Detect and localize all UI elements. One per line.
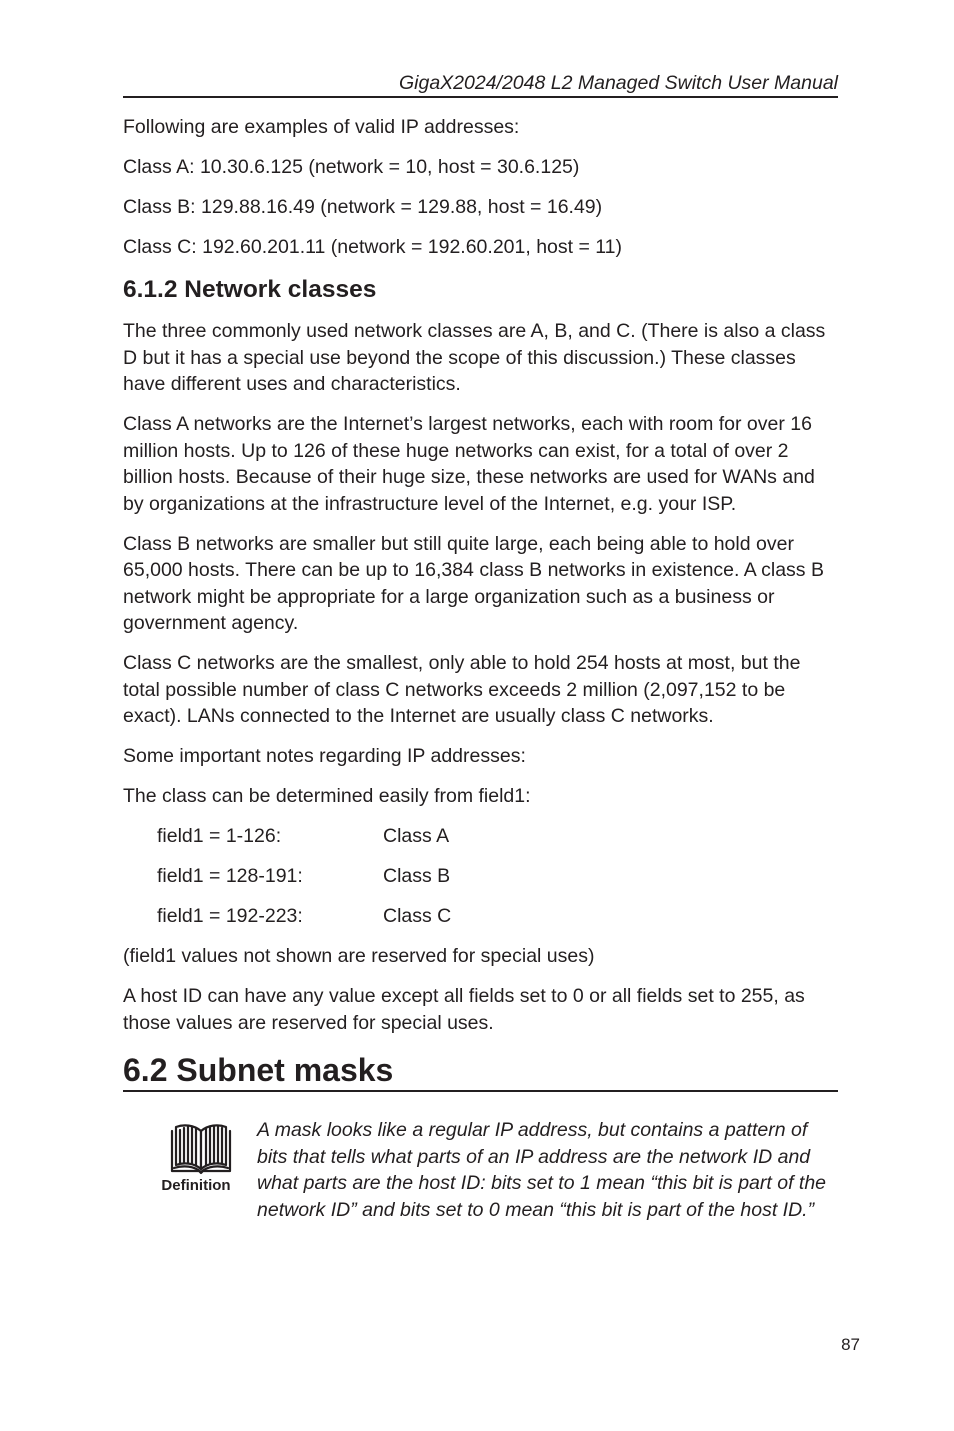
paragraph-class-c: Class C networks are the smallest, only able to hold 254 hosts at most, but the total possible number of class C networks exceeds 2 million (2,097,152 to be exact). LANs connected to the Internet are usually class C networks. [123,652,801,727]
class-value: Class B [383,865,451,887]
running-header: GigaX2024/2048 L2 Managed Switch User Manual [123,71,838,98]
paragraph-class-b: Class B networks are smaller but still quite large, each being able to hold over 65,000 hosts. There can be up to 16,384 class B networks in existence. A class B network might be appropriate for a large organization such as a business or government agency. [123,532,824,634]
field1-range: field1 = 128-191: [157,865,303,887]
open-book-icon [170,1119,232,1175]
example-class-a: Class A: 10.30.6.125 (network = 10, host = 30.6.125) [123,156,580,178]
paragraph-overview: The three commonly used network classes are A, B, and C. (There is also a class D but it has a special use beyond the scope of this discussion.) These classes have different uses and characteristics. [123,320,826,395]
example-class-c: Class C: 192.60.201.11 (network = 192.60.201, host = 11) [123,236,623,258]
field1-range: field1 = 192-223: [157,905,303,927]
reserved-note: (field1 values not shown are reserved for special uses) [123,945,595,967]
host-id-paragraph: A host ID can have any value except all fields set to 0 or all fields set to 255, as those values are reserved for special uses. [123,985,805,1034]
intro-lead: Following are examples of valid IP addresses: [123,116,520,138]
class-value: Class C [383,905,452,927]
class-table-row [123,823,838,850]
network-classes-heading: 6.1.2 Network classes [123,276,377,303]
definition-box [123,1117,838,1223]
class-table-row [123,903,838,930]
page-number: 87 [841,1335,860,1354]
paragraph-notes-intro: Some important notes regarding IP addresses: [123,745,526,767]
definition-text: A mask looks like a regular IP address, but contains a pattern of bits that tells what parts of an IP address are the network ID and what parts are the host ID: bits set to 1 mean “this bit is part of the network ID” and bits set to 0 mean “this bit is part of the host ID.” [257,1119,827,1221]
paragraph-class-a: Class A networks are the Internet’s largest networks, each with room for over 16 million hosts. Up to 126 of these huge networks can exist, for a total of over 2 billion hosts. Because of their huge size, these networks are used for WANs and by organizations at the infrastructure level of the Internet, e.g. your ISP. [123,413,815,515]
subnet-masks-heading: 6.2 Subnet masks [123,1050,838,1092]
field1-range: field1 = 1-126: [157,825,282,847]
class-table-row [123,863,838,890]
example-class-b: Class B: 129.88.16.49 (network = 129.88, host = 16.49) [123,196,603,218]
paragraph-field1-intro: The class can be determined easily from field1: [123,785,531,807]
definition-label: Definition [161,1177,231,1194]
definition-icon-group [123,1117,257,1223]
class-value: Class A [383,825,450,847]
page-body [123,114,838,1223]
